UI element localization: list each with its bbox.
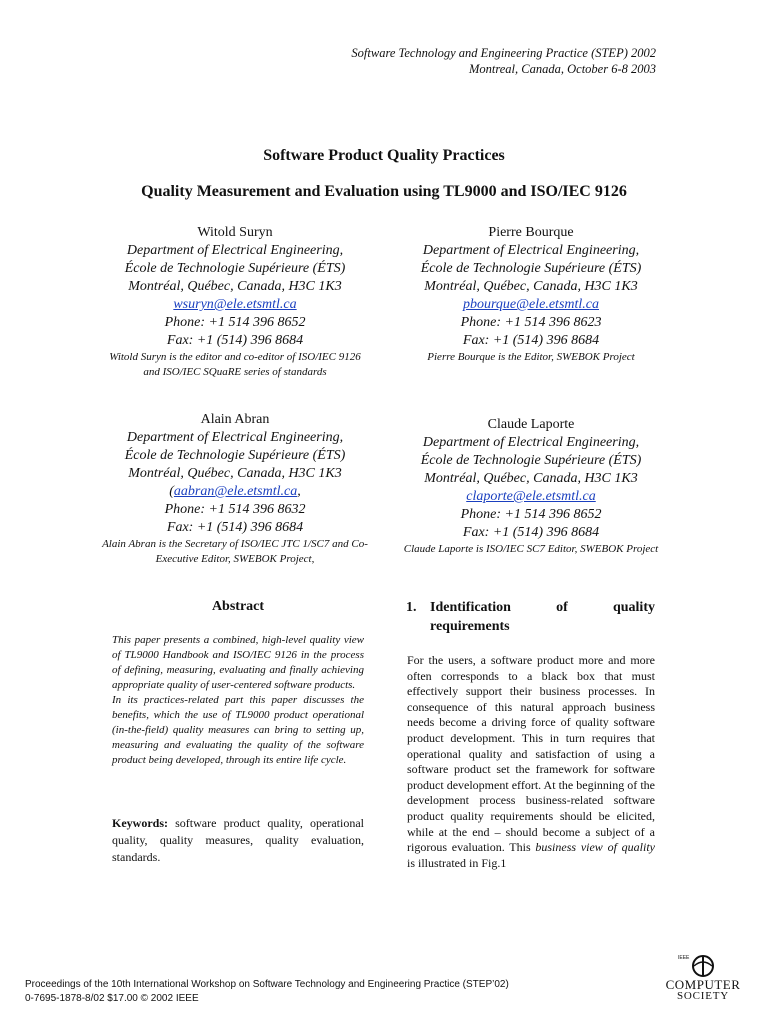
author-fax: Fax: +1 (514) 396 8684	[462, 525, 600, 540]
section-number: 1.	[406, 600, 417, 615]
paper-title: Software Product Quality Practices	[263, 147, 505, 164]
footer-line-1: Proceedings of the 10th International Workshop on Software Technology and Engineering Practice (STEP’02)	[25, 979, 509, 990]
author-email-link[interactable]: aabran@ele.etsmtl.ca	[173, 484, 298, 499]
keywords-text: software product quality, operational quality, quality measures, quality evaluation, standards.	[112, 816, 364, 864]
heading-word-2: of	[556, 600, 568, 615]
author-note: Claude Laporte is ISO/IEC SC7 Editor, SWEBOK Project	[403, 543, 659, 555]
author-phone: Phone: +1 514 396 8652	[164, 315, 306, 330]
abstract-heading: Abstract	[211, 599, 265, 614]
section-1-text: For the users, a software product more and more often corresponds to a black box that must effectively support their business processes. In consequence of this natural approach business needs become a driving force of quality software product development. This in turn requires that operational quality and satisfaction of using a software product set the framework for software product development effort. At the beginning of the development process business-related software product quality requirements should be elicited, while at the end – should become a subject of a rigorous evaluation. This	[407, 653, 655, 855]
author-address: Montréal, Québec, Canada, H3C 1K3	[128, 279, 342, 294]
logo-line-1: COMPUTER	[665, 977, 741, 992]
heading-word-1: Identification	[430, 600, 511, 615]
conference-line-2: Montreal, Canada, October 6-8 2003	[468, 62, 656, 76]
logo-line-2: SOCIETY	[676, 990, 730, 1002]
author-fax: Fax: +1 (514) 396 8684	[462, 333, 600, 348]
author-name: Pierre Bourque	[488, 225, 574, 240]
author-note: Witold Suryn is the editor and co-editor of ISO/IEC 9126 and ISO/IEC SQuaRE series of standards	[109, 351, 361, 378]
author-email-link[interactable]: wsuryn@ele.etsmtl.ca	[173, 297, 297, 312]
email-prefix: (	[169, 484, 174, 499]
author-name: Witold Suryn	[197, 225, 273, 240]
email-suffix: ,	[297, 484, 301, 499]
author-name: Alain Abran	[200, 412, 270, 427]
abstract-body	[112, 633, 364, 768]
page-footer	[25, 978, 509, 1006]
author-dept: Department of Electrical Engineering,	[126, 430, 344, 445]
heading-line-2: requirements	[430, 619, 510, 634]
author-school: École de Technologie Supérieure (ÉTS)	[124, 448, 346, 463]
logo-ieee-text: IEEE	[678, 955, 690, 961]
author-dept: Department of Electrical Engineering,	[126, 243, 344, 258]
ieee-emblem-icon	[688, 954, 718, 978]
author-note: Pierre Bourque is the Editor, SWEBOK Project	[427, 351, 635, 363]
author-fax: Fax: +1 (514) 396 8684	[166, 520, 304, 535]
section-1-heading	[406, 598, 655, 636]
author-phone: Phone: +1 514 396 8632	[164, 502, 306, 517]
author-block-abran	[100, 411, 370, 567]
footer-line-2: 0-7695-1878-8/02 $17.00 © 2002 IEEE	[25, 993, 199, 1004]
author-school: École de Technologie Supérieure (ÉTS)	[420, 261, 642, 276]
author-school: École de Technologie Supérieure (ÉTS)	[124, 261, 346, 276]
author-email-link[interactable]: claporte@ele.etsmtl.ca	[466, 489, 596, 504]
section-1-body	[407, 653, 655, 871]
conference-line-1: Software Technology and Engineering Practice (STEP) 2002	[351, 46, 656, 60]
keywords-label: Keywords:	[112, 816, 168, 830]
keywords	[112, 815, 364, 866]
author-block-suryn	[100, 224, 370, 380]
author-dept: Department of Electrical Engineering,	[422, 435, 640, 450]
section-1-italic: business view of quality	[535, 840, 656, 855]
author-phone: Phone: +1 514 396 8652	[460, 507, 602, 522]
heading-word-3: quality	[612, 600, 655, 615]
author-block-laporte	[396, 416, 666, 557]
computer-society-logo	[662, 954, 744, 1006]
section-1-text-end: is illustrated in Fig.1	[407, 855, 507, 870]
abstract-paragraph-1: This paper presents a combined, high-level quality view of TL9000 Handbook and ISO/IEC 9126 in the process of defining, measuring, evaluating and finally achieving appropriate quality of user-centered software products.	[112, 634, 364, 691]
author-address: Montréal, Québec, Canada, H3C 1K3	[128, 466, 342, 481]
paper-subtitle: Quality Measurement and Evaluation using TL9000 and ISO/IEC 9126	[141, 183, 627, 200]
author-address: Montréal, Québec, Canada, H3C 1K3	[424, 471, 638, 486]
author-address: Montréal, Québec, Canada, H3C 1K3	[424, 279, 638, 294]
author-email-link[interactable]: pbourque@ele.etsmtl.ca	[463, 297, 599, 312]
author-block-bourque	[396, 224, 666, 365]
author-dept: Department of Electrical Engineering,	[422, 243, 640, 258]
author-fax: Fax: +1 (514) 396 8684	[166, 333, 304, 348]
author-note: Alain Abran is the Secretary of ISO/IEC JTC 1/SC7 and Co-Executive Editor, SWEBOK Project,	[102, 538, 368, 565]
conference-header	[351, 45, 656, 77]
author-school: École de Technologie Supérieure (ÉTS)	[420, 453, 642, 468]
author-phone: Phone: +1 514 396 8623	[460, 315, 602, 330]
abstract-paragraph-2: In its practices-related part this paper discusses the benefits, which the use of TL9000 product operational (in-the-field) quality measures can bring to setting up, measuring and evaluating the quality of the software product being developed, through its entire life cycle.	[112, 694, 364, 766]
author-name: Claude Laporte	[487, 417, 575, 432]
